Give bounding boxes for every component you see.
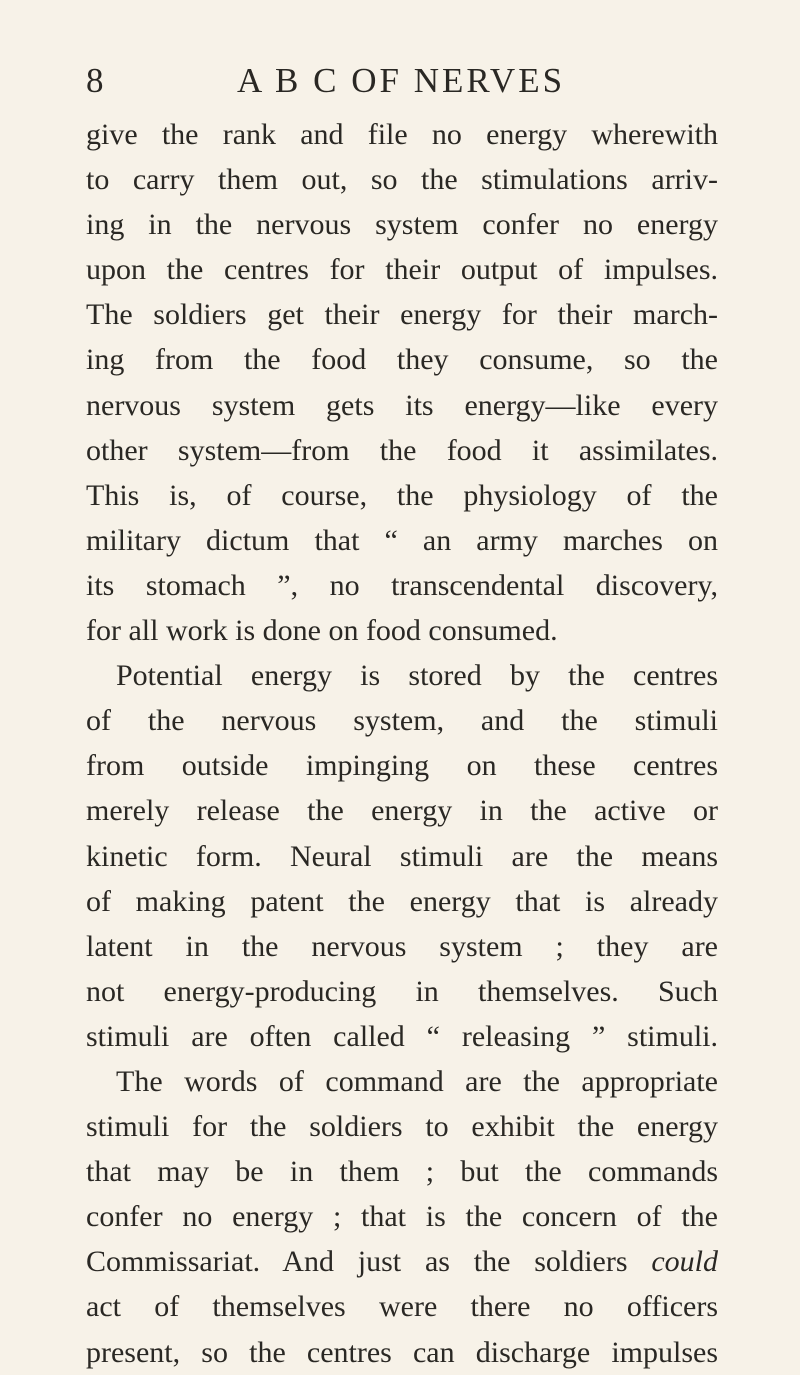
text-line-26 [86,1239,718,1284]
text-line-17: kinetic form. Neural stimuli are the means [86,839,718,873]
text-line-1: give the rank and file no energy wherewith [86,118,718,151]
page-number: 8 [86,61,104,100]
text-line-4: upon the centres for their output of impulses. [86,253,718,287]
text-line-13: Potential energy is stored by the centres [116,659,718,693]
body-text [86,112,718,1375]
text-line-8: other system—from the food it assimilates. [86,433,718,467]
page-header [86,56,716,106]
text-line-22: The words of command are the appropriate [116,1064,718,1098]
text-line-26-roman: Commissariat. And just as the soldiers [86,1245,628,1279]
text-line-16: merely release the energy in the active or [86,794,718,828]
text-line-24: that may be in them ; but the commands [86,1155,718,1189]
text-line-23: stimuli for the soldiers to exhibit the energy [86,1110,718,1144]
text-line-10: military dictum that “ an army marches on [86,523,718,557]
text-line-18: of making patent the energy that is already [86,884,718,918]
text-line-19: latent in the nervous system ; they are [86,929,718,963]
text-line-5: The soldiers get their energy for their march- [86,298,718,332]
text-line-12: for all work is done on food consumed. [86,614,558,648]
text-line-28: present, so the centres can discharge impulses [86,1335,718,1369]
text-line-7: nervous system gets its energy—like every [86,388,718,422]
text-line-3: ing in the nervous system confer no energy [86,208,718,242]
text-line-14: of the nervous system, and the stimuli [86,704,718,738]
text-line-11: its stomach ”, no transcendental discovery, [86,568,718,602]
text-line-25: confer no energy ; that is the concern of the [86,1200,718,1234]
text-line-27: act of themselves were there no officers [86,1290,718,1324]
text-line-20: not energy-producing in themselves. Such [86,974,718,1008]
text-line-15: from outside impinging on these centres [86,749,718,783]
text-line-21: stimuli are often called “ releasing ” stimuli. [86,1019,718,1053]
text-emphasis-could: could [651,1245,718,1279]
running-title: A B C OF NERVES [236,61,566,100]
text-line-6: ing from the food they consume, so the [86,343,718,377]
text-line-9: This is, of course, the physiology of the [86,478,718,512]
text-line-2: to carry them out, so the stimulations arriv- [86,163,718,197]
